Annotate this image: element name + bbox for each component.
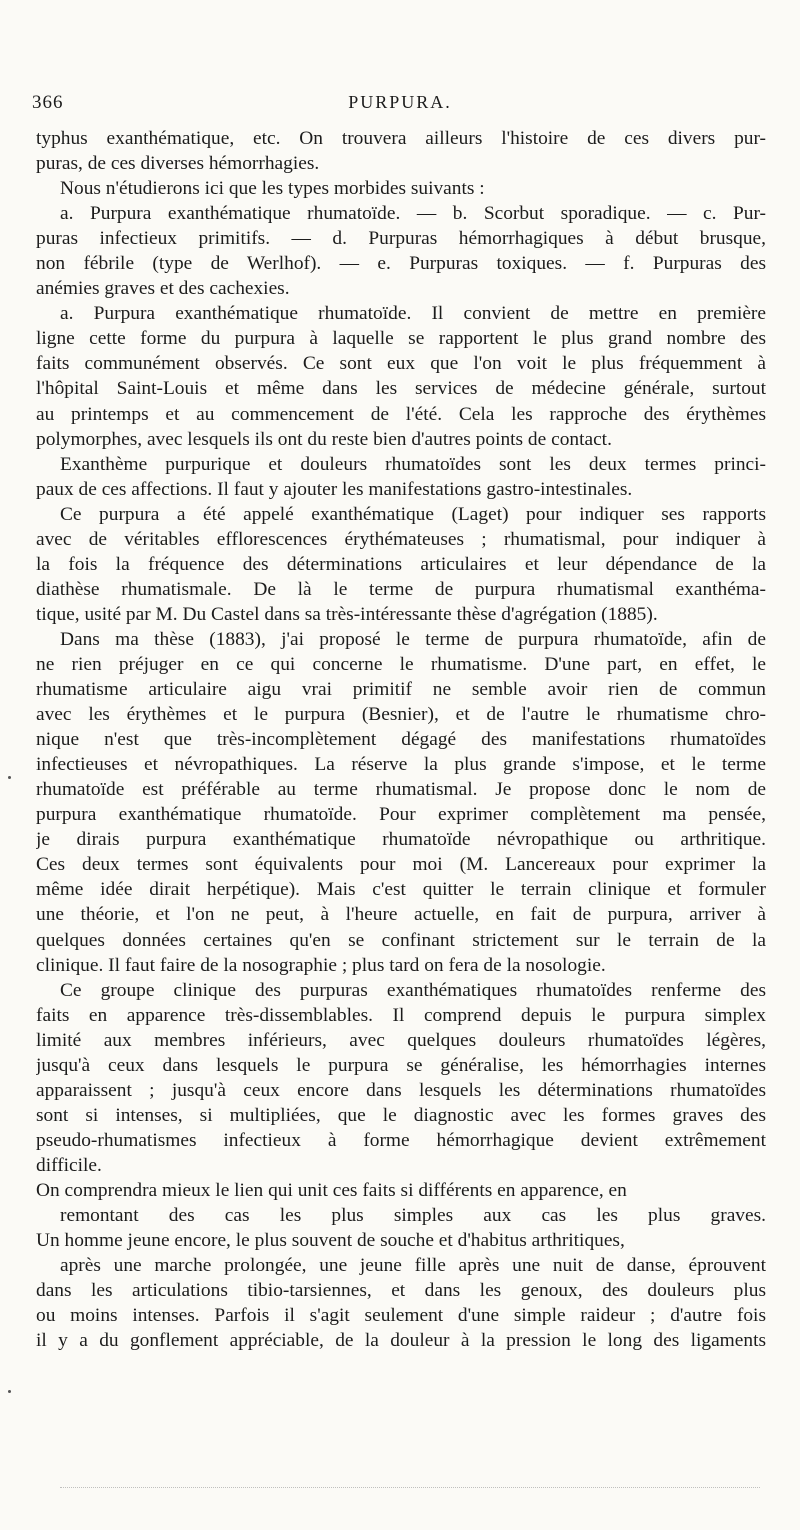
text-line: diathèse rhumatismale. De là le terme de purpura rhumatismal exanthéma- — [36, 578, 766, 600]
text-line: limité aux membres inférieurs, avec quelques douleurs rhumatoïdes légères, — [36, 1029, 766, 1051]
text-line: anémies graves et des cachexies. — [36, 278, 290, 300]
text-line: sont si intenses, si multipliées, que le diagnostic avec les formes graves des — [36, 1104, 766, 1126]
text-line: paux de ces affections. Il faut y ajouter les manifestations gastro-intestinales. — [36, 478, 633, 500]
text-line: au printemps et au commencement de l'été. Cela les rapproche des érythèmes — [36, 403, 766, 425]
text-line: dans les articulations tibio-tarsiennes, et dans les genoux, des douleurs plus — [36, 1280, 766, 1302]
running-title: PURPURA. — [348, 92, 452, 112]
text-line: Exanthème purpurique et douleurs rhumatoïdes sont les deux termes princi- — [60, 453, 766, 475]
text-line: purpura exanthématique rhumatoïde. Pour exprimer complètement ma pensée, — [36, 804, 766, 826]
text-line: Dans ma thèse (1883), j'ai proposé le terme de purpura rhumatoïde, afin de — [60, 628, 766, 650]
text-line: Nous n'étudierons ici que les types morbides suivants : — [60, 178, 485, 200]
text-line: Ces deux termes sont équivalents pour moi (M. Lancereaux pour exprimer la — [36, 854, 766, 876]
text-line: typhus exanthématique, etc. On trouvera ailleurs l'histoire de ces divers pur- — [36, 128, 766, 149]
text-line: remontant des cas les plus simples aux cas les plus graves. — [60, 1205, 766, 1227]
text-line: a. Purpura exanthématique rhumatoïde. — b. Scorbut sporadique. — c. Pur- — [60, 203, 766, 225]
text-line: ne rien préjuger en ce qui concerne le rhumatisme. D'une part, en effet, le — [36, 653, 766, 675]
text-line: Ce purpura a été appelé exanthématique (Laget) pour indiquer ses rapports — [60, 503, 766, 525]
page-header — [32, 92, 768, 118]
text-line: avec les érythèmes et le purpura (Besnier), et de l'autre le rhumatisme chro- — [36, 704, 766, 726]
text-line: clinique. Il faut faire de la nosographie ; plus tard on fera de la nosologie. — [36, 954, 606, 976]
body-text — [36, 126, 766, 1353]
text-line: faits communément observés. Ce sont eux que l'on voit le plus fréquemment à — [36, 353, 766, 375]
page-number: 366 — [32, 92, 64, 113]
text-line: puras, de ces diverses hémorrhagies. — [36, 153, 320, 175]
text-line: Un homme jeune encore, le plus souvent de souche et d'habitus arthritiques, — [36, 1230, 625, 1252]
text-line: On comprendra mieux le lien qui unit ces faits si différents en apparence, en — [36, 1179, 627, 1201]
text-line: même idée dirait herpétique). Mais c'est quitter le terrain clinique et formuler — [36, 879, 766, 901]
margin-speck — [8, 1390, 11, 1393]
text-line: une théorie, et l'on ne peut, à l'heure actuelle, en fait de purpura, arriver à — [36, 904, 766, 926]
text-line: il y a du gonflement appréciable, de la douleur à la pression le long des ligaments — [36, 1330, 766, 1352]
text-line: rhumatoïde est préférable au terme rhumatismal. Je propose donc le nom de — [36, 779, 766, 801]
text-line: faits en apparence très-dissemblables. Il comprend depuis le purpura simplex — [36, 1004, 766, 1026]
text-line: nique n'est que très-incomplètement dégagé des manifestations rhumatoïdes — [36, 729, 766, 751]
margin-speck — [8, 776, 11, 779]
text-line: l'hôpital Saint-Louis et même dans les services de médecine générale, surtout — [36, 378, 766, 400]
text-line: puras infectieux primitifs. — d. Purpuras hémorrhagiques à début brusque, — [36, 228, 766, 250]
text-line: ou moins intenses. Parfois il s'agit seulement d'une simple raideur ; d'autre fois — [36, 1305, 766, 1327]
text-line: tique, usité par M. Du Castel dans sa très-intéressante thèse d'agrégation (1885). — [36, 603, 658, 625]
text-line: polymorphes, avec lesquels ils ont du reste bien d'autres points de contact. — [36, 428, 612, 450]
text-line: infectieuses et névropathiques. La réserve la plus grande s'impose, et le terme — [36, 754, 766, 776]
text-line: avec de véritables efflorescences érythémateuses ; rhumatismal, pour indiquer à — [36, 528, 766, 550]
text-line: a. Purpura exanthématique rhumatoïde. Il convient de mettre en première — [60, 303, 766, 325]
text-line: quelques données certaines qu'en se confinant strictement sur le terrain de la — [36, 929, 766, 951]
text-line: pseudo-rhumatismes infectieux à forme hémorrhagique devient extrêmement — [36, 1129, 766, 1151]
text-line: la fois la fréquence des déterminations articulaires et leur dépendance de la — [36, 553, 766, 575]
text-line: ligne cette forme du purpura à laquelle se rapportent le plus grand nombre des — [36, 328, 766, 350]
text-line: rhumatisme articulaire aigu vrai primitif ne semble avoir rien de commun — [36, 679, 766, 701]
footer-divider — [60, 1487, 760, 1490]
text-line: difficile. — [36, 1154, 102, 1176]
text-line: non fébrile (type de Werlhof). — e. Purpuras toxiques. — f. Purpuras des — [36, 253, 766, 275]
text-line: après une marche prolongée, une jeune fille après une nuit de danse, éprouvent — [60, 1255, 766, 1277]
text-line: jusqu'à ceux dans lesquels le purpura se généralise, les hémorrhagies internes — [36, 1054, 766, 1076]
text-line: je dirais purpura exanthématique rhumatoïde névropathique ou arthritique. — [36, 829, 766, 851]
text-line: Ce groupe clinique des purpuras exanthématiques rhumatoïdes renferme des — [60, 979, 766, 1001]
text-line: apparaissent ; jusqu'à ceux encore dans lesquels les déterminations rhumatoïdes — [36, 1079, 766, 1101]
